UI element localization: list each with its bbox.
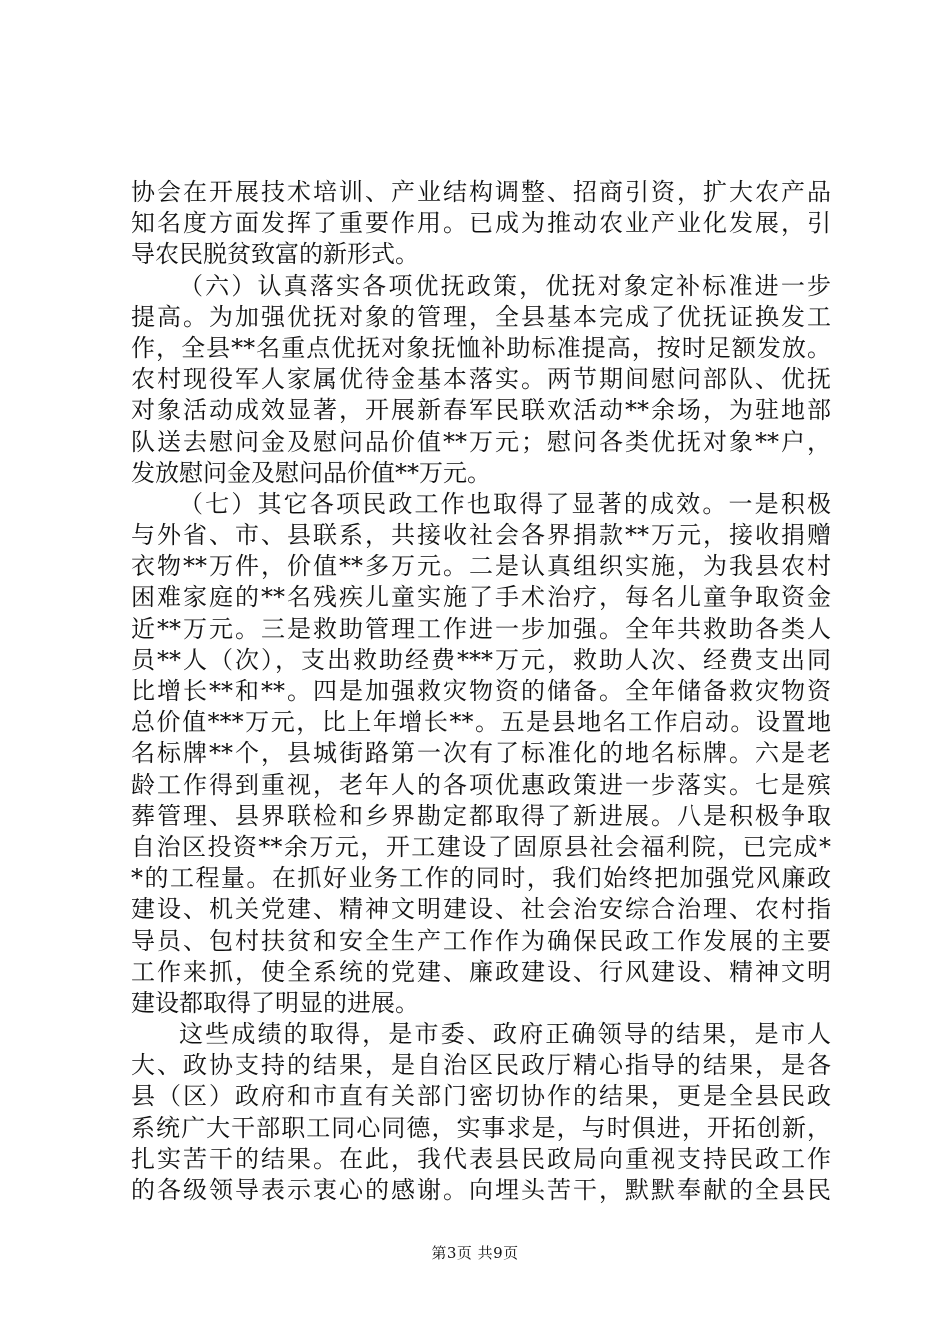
page-number-footer: 第3页 共9页 (431, 1244, 519, 1262)
text-line: 龄工作得到重视，老年人的各项优惠政策进一步落实。七是殡 (131, 770, 831, 799)
text-line: 大、政协支持的结果，是自治区民政厅精心指导的结果，是各 (131, 1051, 831, 1080)
text-line: 比增长**和**。四是加强救灾物资的储备。全年储备救灾物资 (131, 677, 831, 705)
text-line: （七）其它各项民政工作也取得了显著的成效。一是积极 (179, 489, 831, 518)
text-line: 建设都取得了明显的进展。 (131, 988, 419, 1017)
text-line: 作，全县**名重点优抚对象抚恤补助标准提高，按时足额发放。 (131, 333, 831, 362)
text-line: 协会在开展技术培训、产业结构调整、招商引资，扩大农产品 (131, 178, 831, 206)
text-line: 对象活动成效显著，开展新春军民联欢活动**余场，为驻地部 (131, 396, 831, 425)
text-line: 葬管理、县界联检和乡界勘定都取得了新进展。八是积极争取 (131, 801, 831, 830)
text-line: 近**万元。三是救助管理工作进一步加强。全年共救助各类人 (131, 614, 831, 643)
text-line: 与外省、市、县联系，共接收社会各界捐款**万元，接收捐赠 (131, 521, 831, 550)
text-line: *的工程量。在抓好业务工作的同时，我们始终把加强党风廉政 (131, 864, 831, 893)
text-line: 发放慰问金及慰问品价值**万元。 (131, 458, 491, 487)
text-line: 员**人（次），支出救助经费***万元，救助人次、经费支出同 (131, 645, 831, 674)
text-line: 系统广大干部职工同心同德，实事求是，与时俱进，开拓创新， (131, 1113, 831, 1142)
text-line: 队送去慰问金及慰问品价值**万元；慰问各类优抚对象**户， (131, 427, 831, 456)
text-line: 工作来抓，使全系统的党建、廉政建设、行风建设、精神文明 (131, 957, 831, 986)
text-line: （六）认真落实各项优抚政策，优抚对象定补标准进一步 (179, 271, 831, 300)
text-line: 知名度方面发挥了重要作用。已成为推动农业产业化发展，引 (131, 209, 831, 238)
text-line: 名标牌**个，县城街路第一次有了标准化的地名标牌。六是老 (131, 739, 831, 768)
body-text (131, 177, 831, 1206)
text-line: 导员、包村扶贫和安全生产工作作为确保民政工作发展的主要 (131, 926, 831, 955)
text-line: 提高。为加强优抚对象的管理，全县基本完成了优抚证换发工 (131, 302, 831, 331)
text-line: 自治区投资**余万元，开工建设了固原县社会福利院，已完成* (131, 832, 831, 861)
text-line: 总价值***万元，比上年增长**。五是县地名工作启动。设置地 (131, 708, 831, 737)
text-line: 县（区）政府和市直有关部门密切协作的结果，更是全县民政 (131, 1082, 831, 1111)
text-line: 的各级领导表示衷心的感谢。向埋头苦干，默默奉献的全县民 (131, 1176, 831, 1204)
text-line: 衣物**万件，价值**多万元。二是认真组织实施，为我县农村 (131, 552, 831, 581)
text-line: 农村现役军人家属优待金基本落实。两节期间慰问部队、优抚 (131, 365, 831, 394)
text-line: 导农民脱贫致富的新形式。 (131, 240, 419, 269)
text-line: 扎实苦干的结果。在此，我代表县民政局向重视支持民政工作 (131, 1144, 831, 1173)
text-line: 这些成绩的取得，是市委、政府正确领导的结果，是市人 (179, 1020, 831, 1049)
text-line: 建设、机关党建、精神文明建设、社会治安综合治理、农村指 (131, 895, 831, 924)
text-line: 困难家庭的**名残疾儿童实施了手术治疗，每名儿童争取资金 (131, 583, 831, 612)
